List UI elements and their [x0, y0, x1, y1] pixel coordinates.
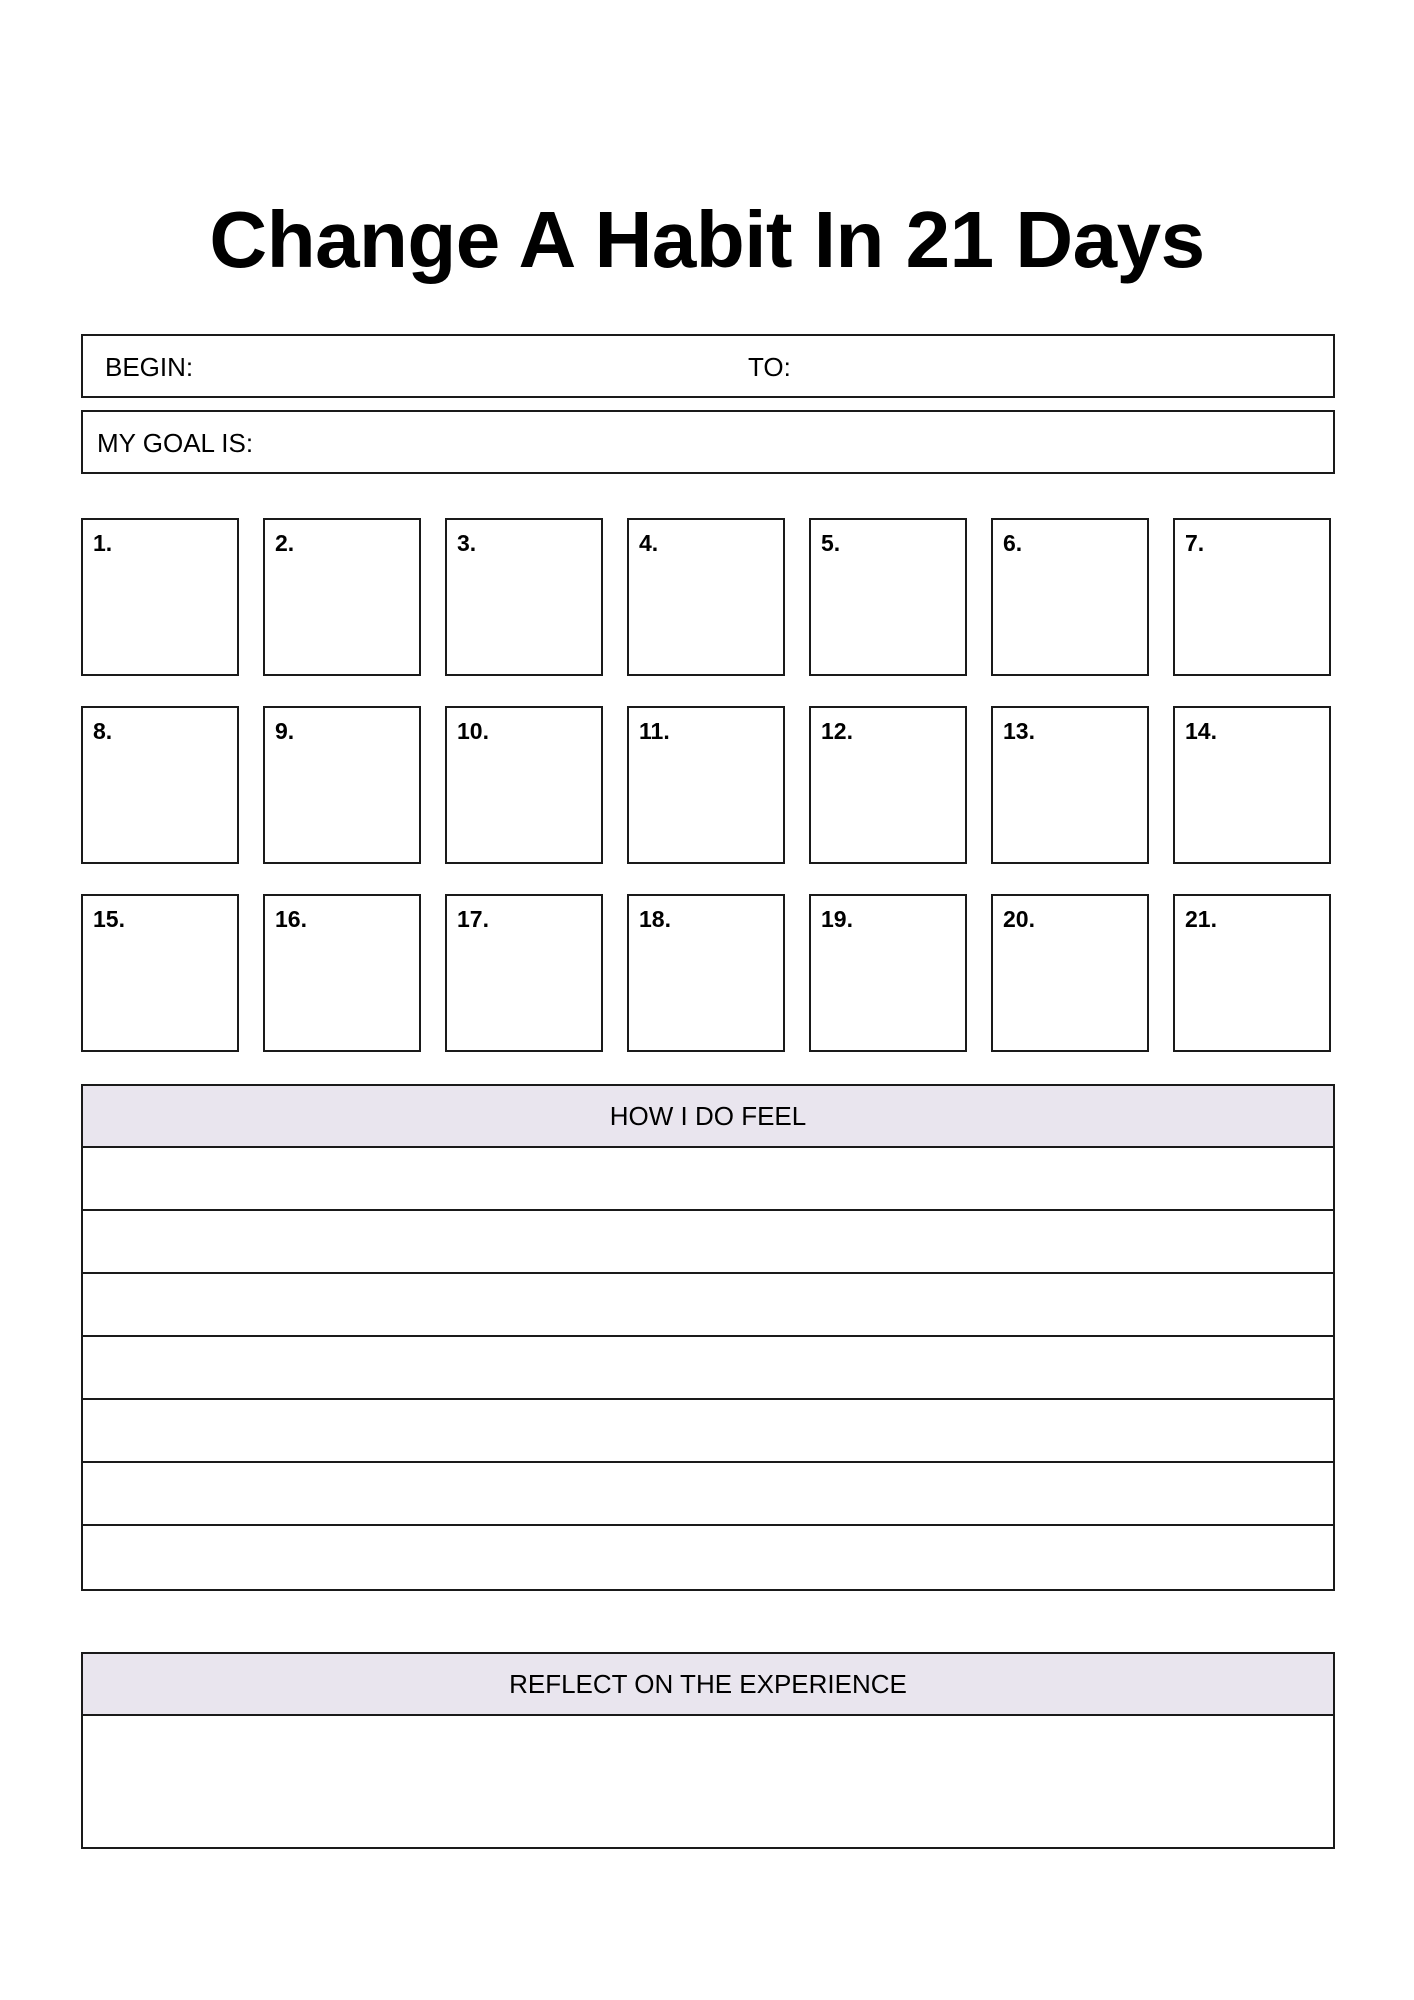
begin-label: BEGIN:	[105, 352, 194, 382]
feel-writing-line	[83, 1337, 1333, 1400]
day-box	[627, 706, 785, 864]
feel-header: HOW I DO FEEL	[83, 1086, 1333, 1148]
day-box	[263, 518, 421, 676]
day-box	[1173, 894, 1331, 1052]
day-box	[445, 894, 603, 1052]
reflect-writing-area	[83, 1716, 1333, 1847]
day-number: 2.	[275, 530, 295, 556]
day-number: 8.	[93, 718, 113, 744]
day-box	[809, 894, 967, 1052]
feel-writing-line	[83, 1463, 1333, 1526]
day-number: 7.	[1185, 530, 1205, 556]
day-box	[991, 894, 1149, 1052]
day-number: 1.	[93, 530, 113, 556]
reflect-section	[81, 1652, 1335, 1849]
day-box	[627, 518, 785, 676]
day-box	[1173, 706, 1331, 864]
goal-box	[81, 410, 1335, 474]
day-number: 21.	[1185, 906, 1217, 932]
day-number: 9.	[275, 718, 295, 744]
day-box	[445, 518, 603, 676]
day-number: 10.	[457, 718, 489, 744]
reflect-header: REFLECT ON THE EXPERIENCE	[83, 1654, 1333, 1716]
day-box	[81, 706, 239, 864]
day-number: 5.	[821, 530, 841, 556]
day-number: 3.	[457, 530, 477, 556]
day-box	[263, 894, 421, 1052]
feel-writing-line	[83, 1148, 1333, 1211]
day-number: 15.	[93, 906, 125, 932]
feel-lines	[83, 1148, 1333, 1589]
day-box	[81, 518, 239, 676]
day-box	[809, 706, 967, 864]
page-title: Change A Habit In 21 Days	[209, 195, 1205, 284]
day-box	[991, 706, 1149, 864]
feel-writing-line	[83, 1211, 1333, 1274]
feel-writing-line	[83, 1400, 1333, 1463]
day-box	[1173, 518, 1331, 676]
day-number: 12.	[821, 718, 853, 744]
day-box	[991, 518, 1149, 676]
feel-section	[81, 1084, 1335, 1591]
day-box	[627, 894, 785, 1052]
day-box	[263, 706, 421, 864]
feel-writing-line	[83, 1526, 1333, 1589]
day-number: 6.	[1003, 530, 1023, 556]
day-number: 13.	[1003, 718, 1035, 744]
day-number: 4.	[639, 530, 659, 556]
feel-writing-line	[83, 1274, 1333, 1337]
day-number: 18.	[639, 906, 671, 932]
day-box	[81, 894, 239, 1052]
day-number: 17.	[457, 906, 489, 932]
day-number: 19.	[821, 906, 853, 932]
day-box	[445, 706, 603, 864]
goal-label: MY GOAL IS:	[97, 428, 254, 458]
day-box	[809, 518, 967, 676]
day-number: 14.	[1185, 718, 1217, 744]
date-range-box	[81, 334, 1335, 398]
day-number: 16.	[275, 906, 307, 932]
day-number: 11.	[639, 718, 670, 744]
day-number: 20.	[1003, 906, 1035, 932]
to-label: TO:	[748, 352, 791, 382]
